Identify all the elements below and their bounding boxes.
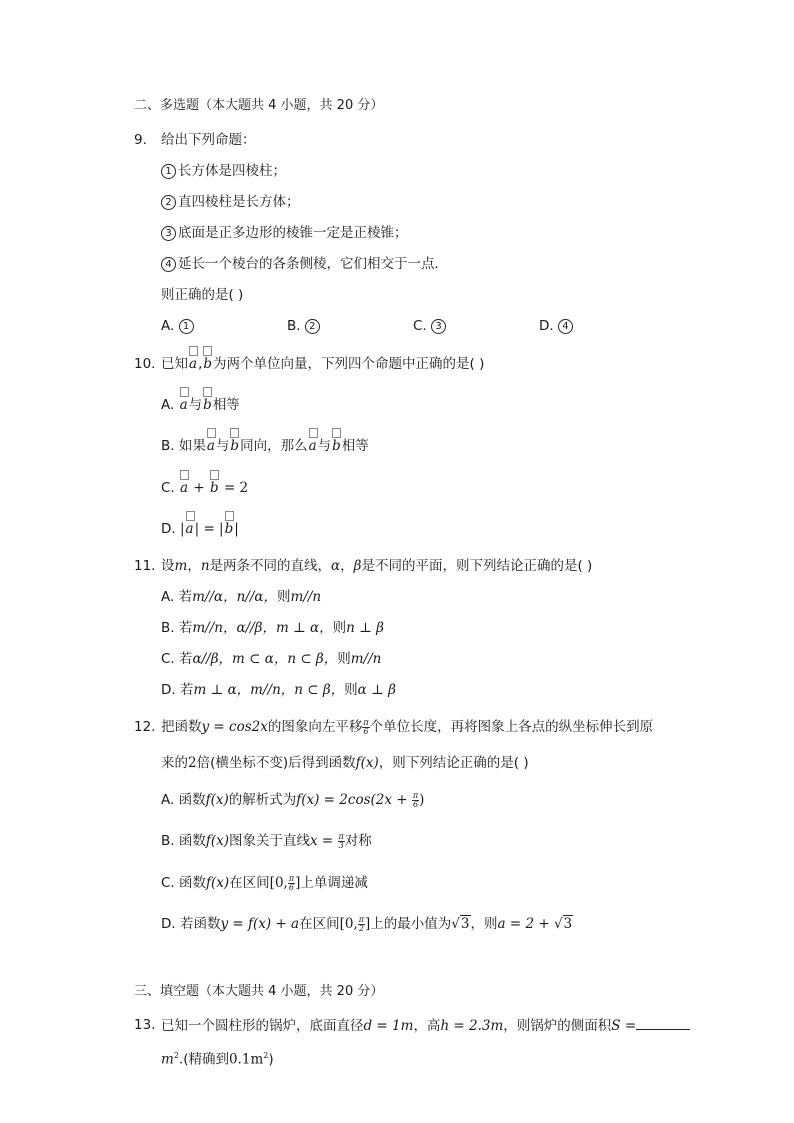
q9-statement-3: 3 底面是正多边形的棱锥一定是正棱锥； <box>161 224 408 242</box>
vector-b: b <box>203 356 213 372</box>
q9-option-b[interactable]: B. 2 <box>287 317 322 335</box>
q9-option-c[interactable]: C. 3 <box>413 317 448 335</box>
circled-number-icon: 2 <box>305 319 320 334</box>
q9-statement-2: 2 直四棱柱是长方体； <box>161 193 300 211</box>
q11-stem: 设m，n是两条不同的直线，α，β是不同的平面，则下列结论正确的是( ) <box>161 558 593 574</box>
answer-blank[interactable] <box>636 1016 690 1030</box>
q10-option-c[interactable]: C. a + b = 2 <box>161 480 249 496</box>
q9-statement-1: 1 长方体是四棱柱； <box>161 162 286 180</box>
question-number-11: 11. <box>134 558 156 574</box>
q12-option-d[interactable]: D. 若函数y = f(x) + a在区间[0, $\frac{\pi}{2}$ ]上的最小值为√3，则a = 2 + √3 <box>161 914 573 933</box>
q11-option-a[interactable]: A. 若m//α，n//α，则m//n <box>161 589 322 605</box>
q9-ask: 则正确的是( ) <box>161 287 244 303</box>
question-number-9: 9. <box>134 132 147 148</box>
circled-number-icon: 4 <box>558 319 573 334</box>
circled-number-icon: 4 <box>161 257 176 272</box>
q10-option-a[interactable]: A. a与b相等 <box>161 397 240 413</box>
fraction: $\frac{\pi}{6}$ <box>363 717 369 736</box>
fraction: $\frac{\pi}{6}$ <box>288 873 295 892</box>
sqrt: √3 <box>451 916 470 932</box>
circled-number-icon: 3 <box>161 226 176 241</box>
q12-option-c[interactable]: C. 函数f(x)在区间[0, $\frac{\pi}{6}$ ]上单调递减 <box>161 873 368 892</box>
q12-option-b[interactable]: B. 函数f(x)图象关于直线x = $\frac{\pi}{3}$ 对称 <box>161 831 372 850</box>
q13-stem-line2: $m^2$.(精确到$0.1m^2$) <box>161 1051 274 1068</box>
q10-stem: 已知a,b为两个单位向量，下列四个命题中正确的是( ) <box>161 356 485 372</box>
q11-option-d[interactable]: D. 若m ⊥ α，m//n，n ⊂ β，则α ⊥ β <box>161 682 396 698</box>
q9-option-a[interactable]: A. 1 <box>161 317 196 335</box>
q11-option-b[interactable]: B. 若m//n，α//β，m ⊥ α，则n ⊥ β <box>161 620 384 636</box>
q12-option-a[interactable]: A. 函数f(x)的解析式为f(x) = 2cos(2x + $\frac{\pi}{6}$ ) <box>161 790 425 809</box>
section-header-multi-choice: 二、多选题（本大题共 4 小题，共 20 分） <box>134 98 384 113</box>
fraction: $\frac{\pi}{3}$ <box>338 831 344 850</box>
q10-option-d[interactable]: D. |a| = |b| <box>161 521 239 537</box>
q9-statement-4: 4 延长一个棱台的各条侧棱，它们相交于一点． <box>161 255 448 273</box>
circled-number-icon: 1 <box>161 164 176 179</box>
sqrt: √3 <box>553 916 573 932</box>
q9-option-d[interactable]: D. 4 <box>539 317 575 335</box>
circled-number-icon: 3 <box>431 319 446 334</box>
question-number-12: 12. <box>134 719 156 735</box>
circled-number-icon: 2 <box>161 195 176 210</box>
q11-option-c[interactable]: C. 若α//β，m ⊂ α，n ⊂ β，则m//n <box>161 651 382 667</box>
question-number-13: 13. <box>134 1017 156 1033</box>
q12-stem-line2: 来的2倍(横坐标不变)后得到函数f(x)，则下列结论正确的是( ) <box>161 755 529 771</box>
vector-a: a <box>189 356 198 372</box>
question-number-10: 10. <box>134 356 156 372</box>
circled-number-icon: 1 <box>179 319 194 334</box>
fraction: $\frac{\pi}{6}$ <box>412 790 419 809</box>
q9-stem: 给出下列命题： <box>161 132 256 148</box>
q10-option-b[interactable]: B. 如果a与b同向，那么a与b相等 <box>161 438 369 454</box>
section-header-fill-blank: 三、填空题（本大题共 4 小题，共 20 分） <box>134 984 384 999</box>
q13-stem-line1: 已知一个圆柱形的锅炉，底面直径d = 1m，高h = 2.3m，则锅炉的侧面积S = <box>161 1016 690 1035</box>
q12-stem-line1: 把函数y = cos2x的图象向左平移 $\frac{\pi}{6}$ 个单位长度，再将图象上各点的纵坐标伸长到原 <box>161 717 654 736</box>
fraction: $\frac{\pi}{2}$ <box>358 914 365 933</box>
